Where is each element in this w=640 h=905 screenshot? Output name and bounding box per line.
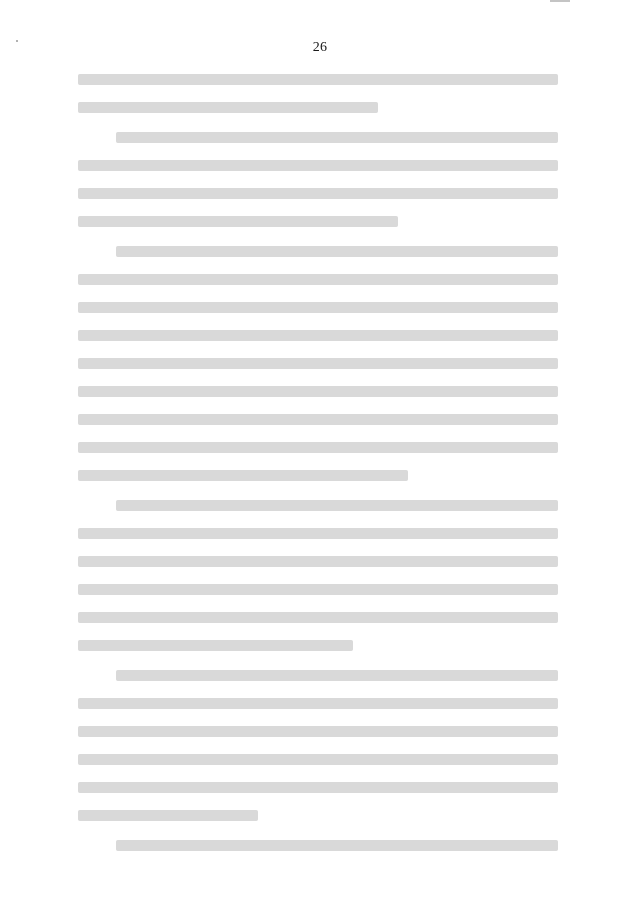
text-line xyxy=(78,188,558,199)
scan-edge-mark xyxy=(550,0,570,2)
text-line xyxy=(78,330,558,341)
text-line xyxy=(78,102,378,113)
text-line xyxy=(78,698,558,709)
text-line xyxy=(116,500,558,511)
text-line xyxy=(78,442,558,453)
text-line xyxy=(78,386,558,397)
text-line xyxy=(78,470,408,481)
text-line xyxy=(78,640,353,651)
text-line xyxy=(116,840,558,851)
text-line xyxy=(78,754,558,765)
text-line xyxy=(78,726,558,737)
text-line xyxy=(78,358,558,369)
text-line xyxy=(78,810,258,821)
text-line xyxy=(78,74,558,85)
text-line xyxy=(116,670,558,681)
page-number: 26 xyxy=(312,40,328,55)
text-line xyxy=(78,160,558,171)
text-line xyxy=(78,302,558,313)
text-line xyxy=(78,274,558,285)
text-line xyxy=(78,414,558,425)
text-line xyxy=(116,132,558,143)
text-line xyxy=(78,584,558,595)
text-line xyxy=(78,528,558,539)
text-line xyxy=(116,246,558,257)
text-line xyxy=(78,782,558,793)
text-line xyxy=(78,612,558,623)
text-line xyxy=(78,216,398,227)
body-text xyxy=(78,62,558,862)
text-line xyxy=(78,556,558,567)
